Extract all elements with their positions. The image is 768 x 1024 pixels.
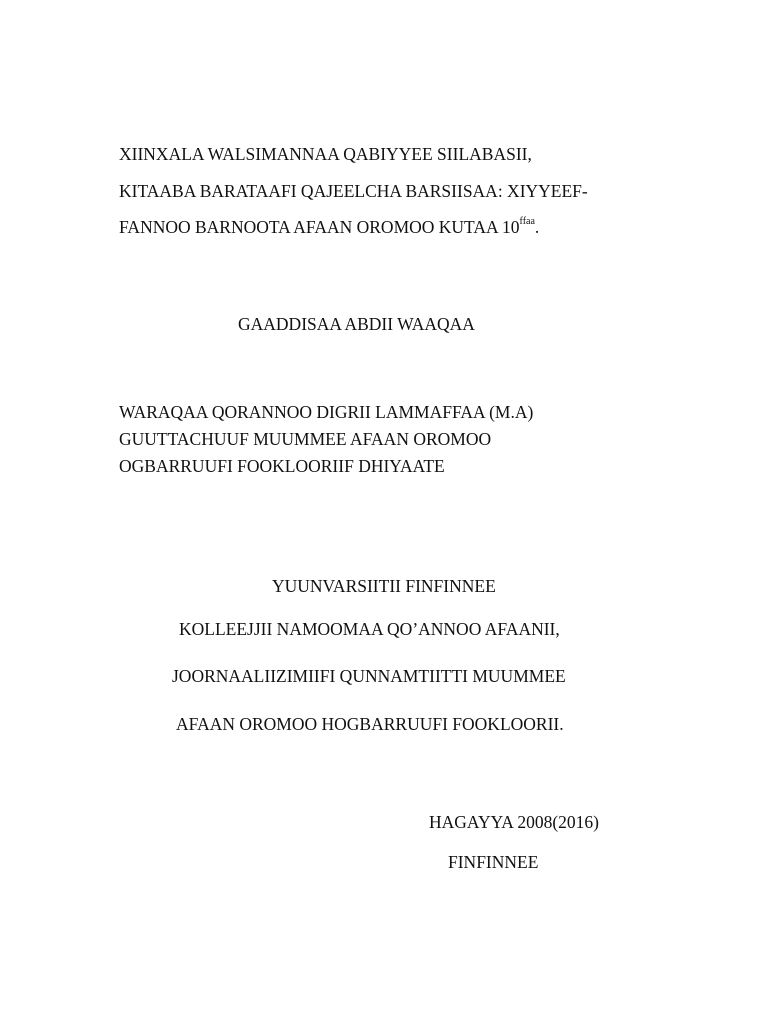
- institution-line-4: AFAAN OROMOO HOGBARRUUFI FOOKLOORII.: [176, 714, 564, 734]
- ordinal-superscript: ffaa: [519, 216, 535, 228]
- submission-date: HAGAYYA 2008(2016): [429, 812, 599, 832]
- institution-line-2: KOLLEEJJII NAMOOMAA QO’ANNOO AFAANII,: [179, 619, 560, 639]
- title-line-3: [119, 216, 540, 237]
- title-line-3-end: .: [534, 217, 540, 237]
- title-line-3-main: FANNOO BARNOOTA AFAAN OROMOO KUTAA 10: [119, 217, 520, 237]
- thesis-line-1: WARAQAA QORANNOO DIGRII LAMMAFFAA (M.A): [119, 402, 534, 422]
- title-line-1: XIINXALA WALSIMANNAA QABIYYEE SIILABASII,: [119, 144, 532, 164]
- submission-place: FINFINNEE: [448, 852, 539, 872]
- author-name: GAADDISAA ABDII WAAQAA: [238, 314, 475, 334]
- thesis-line-2: GUUTTACHUUF MUUMMEE AFAAN OROMOO: [119, 429, 492, 449]
- institution-line-1: YUUNVARSIITII FINFINNEE: [272, 576, 496, 596]
- thesis-line-3: OGBARRUUFI FOOKLOORIIF DHIYAATE: [119, 456, 445, 476]
- title-line-2: KITAABA BARATAAFI QAJEELCHA BARSIISAA: XIYYEEF-: [119, 181, 588, 201]
- institution-line-3: JOORNAALIIZIMIIFI QUNNAMTIITTI MUUMMEE: [172, 666, 566, 686]
